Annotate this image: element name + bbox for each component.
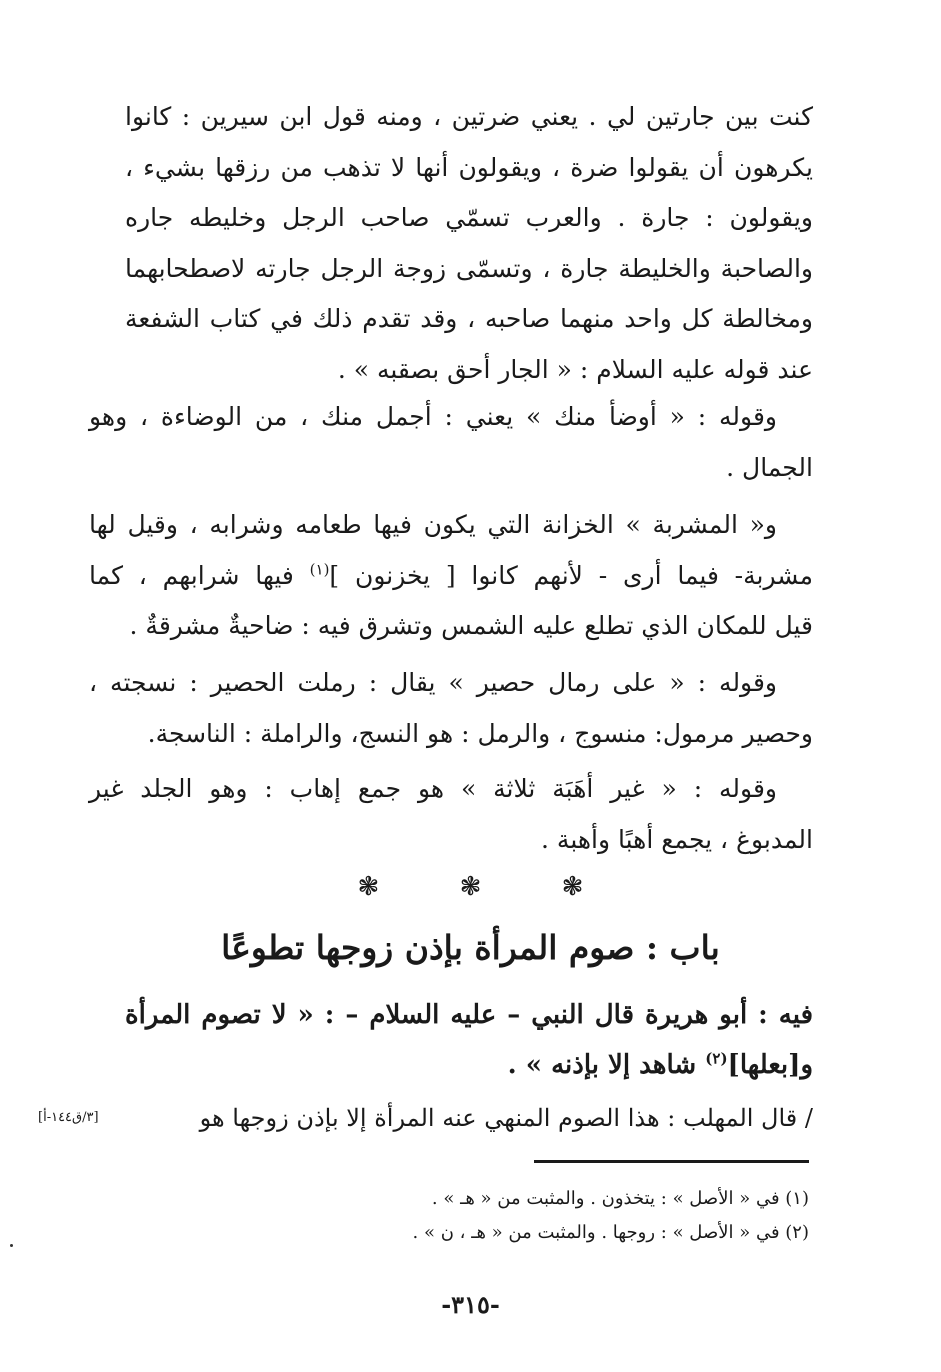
- paragraph-ahaba: [89, 764, 813, 865]
- footnote-1: (١) في « الأصل » : يتخذون . والمثبت من « هـ » .: [431, 1188, 809, 1209]
- text-line: ومخالطة كل واحد منهما صاحبه ، وقد تقدم ذلك في كتاب الشفعة: [125, 304, 814, 333]
- text-line: عند قوله عليه السلام : « الجار أحق بصقبه » .: [337, 354, 813, 384]
- text-line: كنت بين جارتين لي . يعني ضرتين ، ومنه قول ابن سيرين : كانوا: [125, 102, 813, 131]
- footnote-ref-1: (١): [309, 560, 330, 579]
- text-segment: شاهد إلا بإذنه » .: [507, 1050, 706, 1080]
- footnotes: [249, 1182, 809, 1250]
- text-segment: مشربة- فيما أرى - لأنهم كانوا [ يخزنون ]: [329, 560, 813, 590]
- paragraph-rimal-hasir: [89, 658, 813, 759]
- paragraph-mashraba: [89, 500, 813, 652]
- page-number: -٣١٥-: [441, 1290, 500, 1319]
- text-line: و« المشربة » الخزانة التي يكون فيها طعامه وشرابه ، وقيل لها: [89, 510, 777, 539]
- text-line: وحصير مرمول: منسوج ، والرمل : هو النسج، والراملة : الناسجة.: [147, 718, 813, 748]
- text-line: يكرهون أن يقولوا ضرة ، ويقولون أنها لا تذهب من رزقها بشيء ،: [125, 152, 813, 182]
- text-segment: و[بعلها]: [727, 1050, 813, 1080]
- star-ornament-icon: ❃: [459, 872, 482, 902]
- star-ornament-icon: ❃: [561, 872, 584, 902]
- footnote-ref-2: (٢): [705, 1049, 728, 1068]
- manuscript-margin-reference: [٣/ق١٤٤-أ]: [38, 1110, 99, 1125]
- text-line: وقوله : « أوضأ منك » يعني : أجمل منك ، من الوضاءة ، وهو: [89, 402, 777, 431]
- text-line: وقوله : « على رمال حصير » يقال : رملت الحصير : نسجته ،: [89, 668, 777, 697]
- text-line: [89, 551, 813, 602]
- text-line: ويقولون : جارة . والعرب تسمّي صاحب الرجل وخليطه جاره: [125, 203, 813, 232]
- footnote-2: (٢) في « الأصل » : روجها . والمثبت من « هـ ، ن » .: [412, 1222, 809, 1243]
- scan-speck: [10, 1244, 13, 1247]
- footnote-divider: [534, 1160, 809, 1163]
- text-segment: فيها شرابهم ، كما: [89, 560, 310, 590]
- hadith-line: [125, 1040, 813, 1090]
- paragraph-awda-minka: [89, 392, 813, 493]
- commentary-line: / قال المهلب : هذا الصوم المنهي عنه المرأة إلا بإذن زوجها هو: [199, 1104, 813, 1132]
- text-line: والصاحبة والخليطة جارة ، وتسمّى زوجة الرجل جارته لاصطحابهما: [125, 253, 813, 283]
- text-line: قيل للمكان الذي تطلع عليه الشمس وتشرق فيه : ضاحيةٌ مشرقةٌ .: [129, 611, 813, 640]
- text-line: وقوله : « غير أهَبَة ثلاثة » هو جمع إهاب : وهو الجلد غير: [89, 774, 777, 803]
- text-line: الجمال .: [726, 452, 813, 482]
- hadith-line: فيه : أبو هريرة قال النبي – عليه السلام – : « لا تصوم المرأة: [125, 1000, 813, 1030]
- section-separator: [0, 872, 941, 902]
- paragraph-jar-meaning: [125, 92, 813, 395]
- chapter-title: باب : صوم المرأة بإذن زوجها تطوعًا: [221, 928, 720, 967]
- star-ornament-icon: ❃: [357, 872, 380, 902]
- text-line: المدبوغ ، يجمع أهبًا وأهبة .: [541, 824, 813, 854]
- hadith-text: [125, 990, 813, 1090]
